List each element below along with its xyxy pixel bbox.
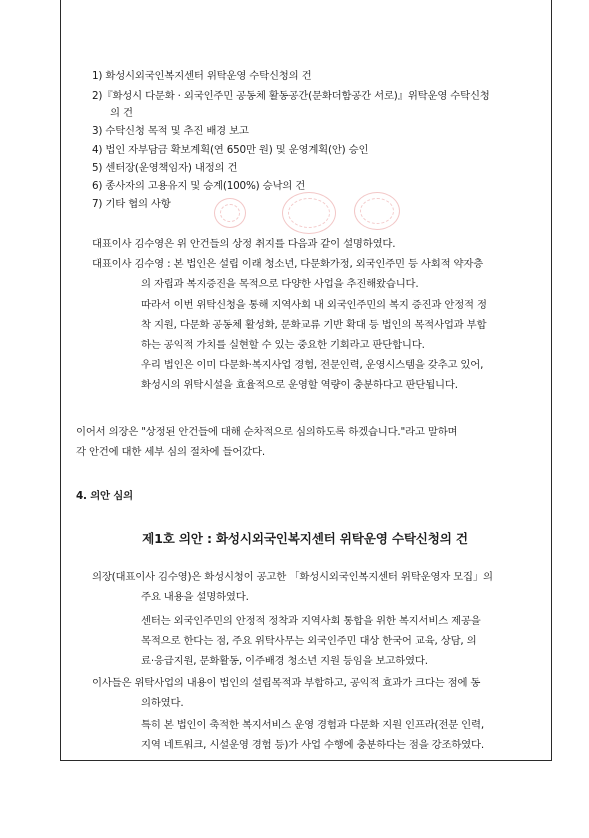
paragraph-ceo-line2: 의 자립과 복지증진을 목적으로 다양한 사업을 추진해왔습니다. (141, 278, 419, 290)
paragraph-purpose-line2: 착 지원, 다문화 공동체 활성화, 문화교류 기반 확대 등 법인의 목적사업과 부합 (141, 319, 487, 331)
section-heading: 4. 의안 심의 (76, 490, 133, 502)
paragraph-purpose-line1: 따라서 이번 위탁신청을 통해 지역사회 내 외국인주민의 복지 증진과 안정적 정 (141, 299, 487, 311)
seal-stamp (354, 192, 400, 230)
paragraph-chair-line2: 각 안건에 대한 세부 심의 절차에 들어갔다. (76, 446, 265, 458)
agenda-1-title: 제1호 의안 : 화성시외국인복지센터 위탁운영 수탁신청의 건 (142, 531, 468, 546)
agenda-item-3: 3) 수탁신청 목적 및 추진 배경 보고 (92, 125, 249, 137)
paragraph-capacity-line2: 화성시의 위탁시설을 효율적으로 운영할 역량이 충분하다고 판단됩니다. (141, 379, 458, 391)
agenda-item-4: 4) 법인 자부담금 확보계획(연 650만 원) 및 운영계획(안) 승인 (92, 144, 369, 156)
seal-stamp (214, 198, 246, 228)
seal-stamp (282, 192, 336, 234)
deliberation-center-line1: 센터는 외국인주민의 안정적 정착과 지역사회 통합을 위한 복지서비스 제공을 (141, 615, 481, 627)
agenda-item-7: 7) 기타 협의 사항 (92, 198, 171, 210)
deliberation-emphasis-line1: 특히 본 법인이 축적한 복지서비스 운영 경험과 다문화 지원 인프라(전문 인력, (141, 719, 484, 731)
deliberation-center-line3: 료·응급지원, 문화활동, 이주배경 청소년 지원 등임을 보고하였다. (141, 655, 428, 667)
paragraph-capacity-line1: 우리 법인은 이미 다문화·복지사업 경험, 전문인력, 운영시스템을 갖추고 있어, (141, 359, 484, 371)
deliberation-center-line2: 목적으로 한다는 점, 주요 위탁사무는 외국인주민 대상 한국어 교육, 상담, 의 (141, 635, 477, 647)
paragraph-ceo-line1: 대표이사 김수영 : 본 법인은 설립 이래 청소년, 다문화가정, 외국인주민 등 사회적 약자층 (92, 258, 484, 270)
paragraph-purpose-line3: 하는 공익적 가치를 실현할 수 있는 중요한 기회라고 판단합니다. (141, 339, 425, 351)
agenda-item-5: 5) 센터장(운영책임자) 내정의 건 (92, 162, 238, 174)
deliberation-chair-line2: 주요 내용을 설명하였다. (141, 591, 249, 603)
agenda-item-6: 6) 종사자의 고용유지 및 승계(100%) 승낙의 건 (92, 180, 306, 192)
deliberation-emphasis-line2: 지역 네트워크, 시설운영 경험 등)가 사업 수행에 충분하다는 점을 강조하였다. (141, 739, 484, 751)
agenda-item-2: 2)『화성시 다문화 · 외국인주민 공동체 활동공간(문화더함공간 서로)』위탁운영 수탁신청 (92, 90, 490, 102)
paragraph-chair-line1: 이어서 의장은 "상정된 안건들에 대해 순차적으로 심의하도록 하겠습니다."라고 말하며 (76, 426, 458, 438)
agenda-item-2-cont: 의 건 (110, 107, 133, 119)
agenda-item-1: 1) 화성시외국인복지센터 위탁운영 수탁신청의 건 (92, 70, 312, 82)
deliberation-chair-line1: 의장(대표이사 김수영)은 화성시청이 공고한 「화성시외국인복지센터 위탁운영자 모집」의 (92, 571, 493, 583)
deliberation-directors-line2: 의하였다. (141, 697, 184, 709)
deliberation-directors-line1: 이사들은 위탁사업의 내용이 법인의 설립목적과 부합하고, 공익적 효과가 크다는 점에 동 (92, 677, 481, 689)
paragraph-intro: 대표이사 김수영은 위 안건들의 상정 취지를 다음과 같이 설명하였다. (92, 238, 396, 250)
